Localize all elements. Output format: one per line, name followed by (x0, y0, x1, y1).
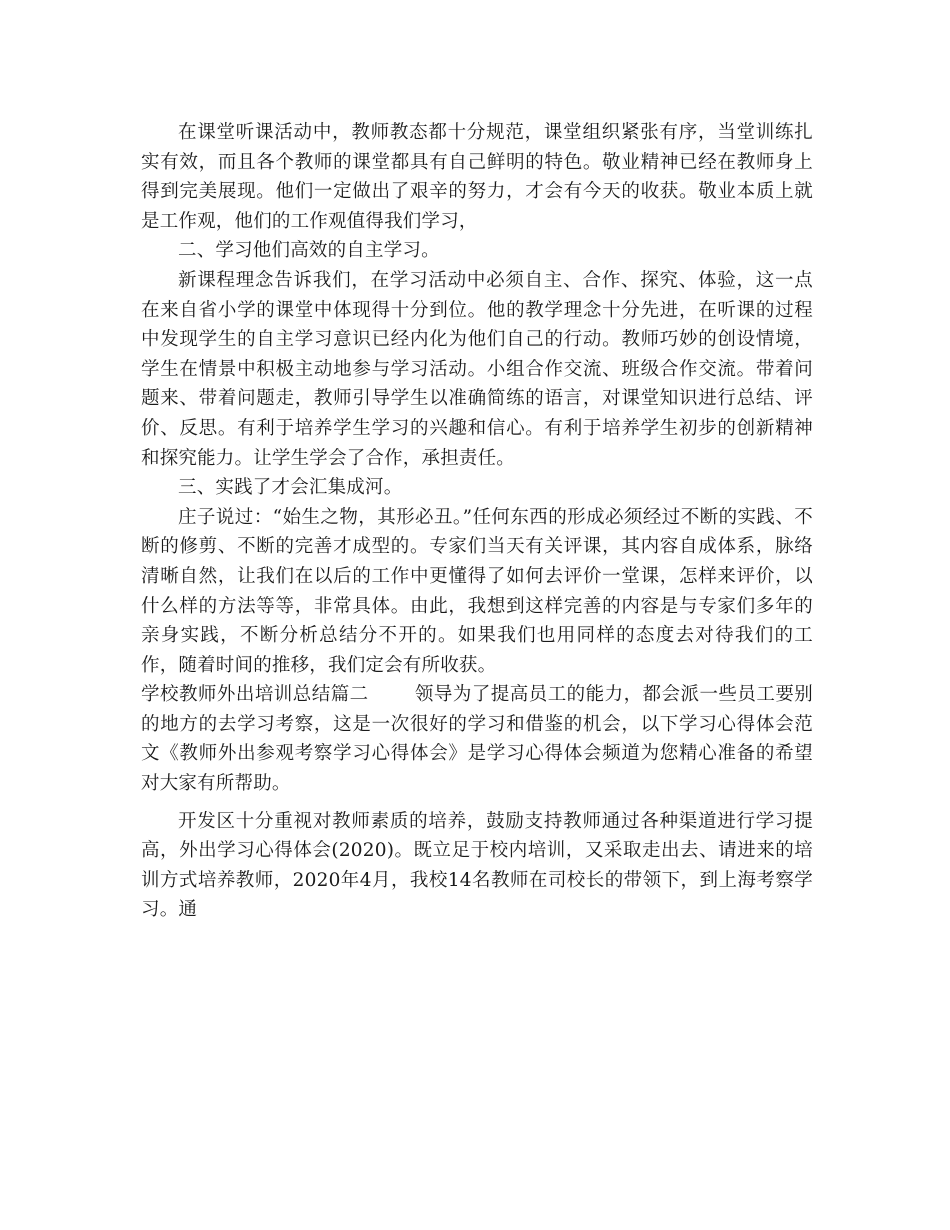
paragraph-zhuangzi-quote: 庄子说过：“始生之物，其形必丑。”任何东西的形成必须经过不断的实践、不断的修剪、不断的完善才成型的。专家们当天有关评课，其内容自成体系，脉络清晰自然，让我们在以后的工作中更懂得了如何去评价一堂课，怎样来评价，以什么样的方法等等，非常具体。由此，我想到这样完善的内容是与专家们多年的亲身实践，不断分析总结分不开的。如果我们也用同样的态度去对待我们的工作，随着时间的推移，我们定会有所收获。 (141, 506, 813, 676)
article-two-summary: 领导为了提高员工的能力，都会派一些员工要别的地方的去学习考察，这是一次很好的学习和借鉴的机会，以下学习心得体会范文《教师外出参观考察学习心得体会》是学习心得体会频道为您精心准备的希望对大家有所帮助。 (141, 684, 814, 795)
section-heading-self-learning: 二、学习他们高效的自主学习。 (178, 240, 440, 262)
paragraph-development-zone: 开发区十分重视对教师素质的培养，鼓励支持教师通过各种渠道进行学习提高，外出学习心得体会(2020)。既立足于校内培训，又采取走出去、请进来的培训方式培养教师，2020年4月，我校14名教师在司校长的带领下，到上海考察学习。通 (141, 810, 813, 921)
paragraph-classroom-observation: 在课堂听课活动中，教师教态都十分规范，课堂组织紧张有序，当堂训练扎实有效，而且各个教师的课堂都具有自己鲜明的特色。敬业精神已经在教师身上得到完美展现。他们一定做出了艰辛的努力，才会有今天的收获。敬业本质上就是工作观，他们的工作观值得我们学习， (141, 122, 813, 232)
paragraph-article-two-intro (141, 680, 813, 798)
paragraph-new-curriculum: 新课程理念告诉我们，在学习活动中必须自主、合作、探究、体验，这一点在来自省小学的课堂中体现得十分到位。他的教学理念十分先进，在听课的过程中发现学生的自主学习意识已经内化为他们自己的行动。教师巧妙的创设情境，学生在情景中积极主动地参与学习活动。小组合作交流、班级合作交流。带着问题来、带着问题走，教师引导学生以准确简练的语言，对课堂知识进行总结、评价、反思。有利于培养学生学习的兴趣和信心。有利于培养学生初步的创新精神和探究能力。让学生学会了合作，承担责任。 (141, 269, 813, 469)
paragraph-gap (141, 799, 813, 807)
article-two-title: 学校教师外出培训总结篇二 (141, 684, 369, 706)
document-body (141, 118, 813, 925)
section-heading-practice: 三、实践了才会汇集成河。 (178, 477, 403, 499)
